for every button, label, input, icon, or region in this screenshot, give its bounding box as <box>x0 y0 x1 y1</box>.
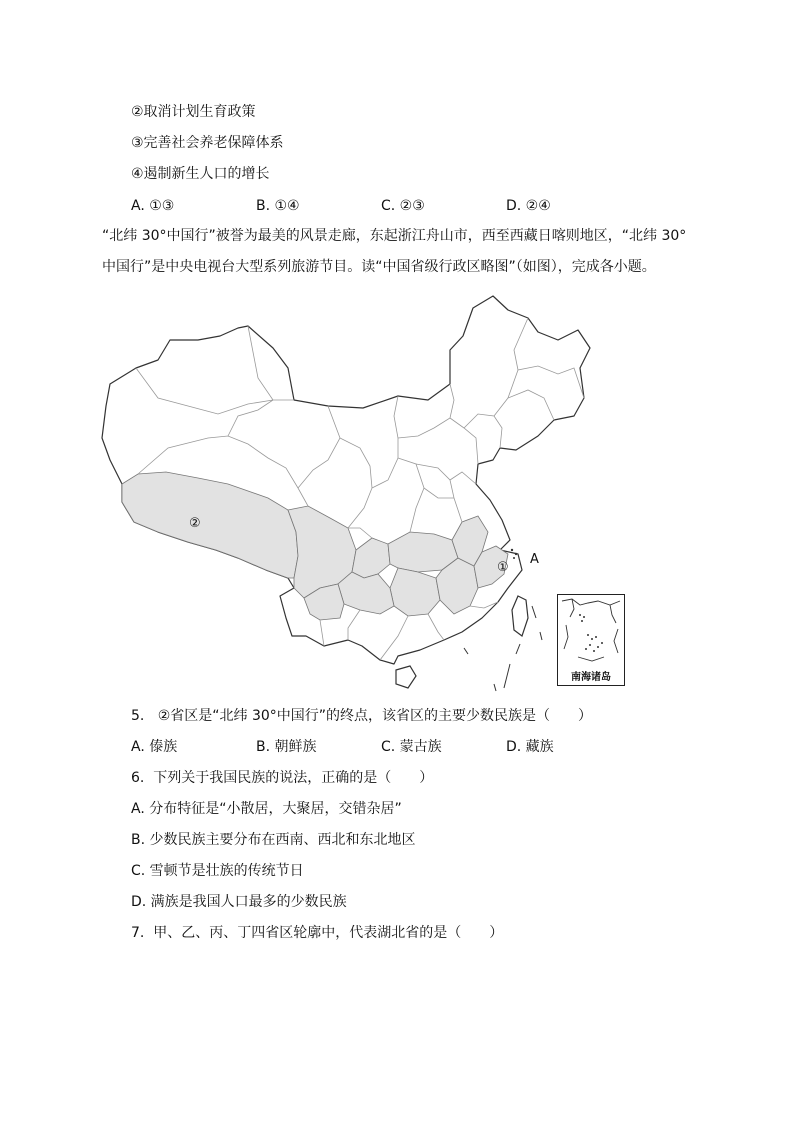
q4-item-3: ③完善社会养老保障体系 <box>131 135 284 151</box>
q4-option-c: C. ②③ <box>381 198 425 214</box>
q5-option-a: A. 傣族 <box>131 739 178 755</box>
q5-option-c: C. 蒙古族 <box>381 739 442 755</box>
q4-option-b: B. ①④ <box>256 198 300 214</box>
q4-item-4: ④遏制新生人口的增长 <box>131 166 270 182</box>
q6-option-a: A. 分布特征是“小散居，大聚居，交错杂居” <box>131 801 402 817</box>
intro-line-2: 中国行”是中央电视台大型系列旅游节目。读“中国省级行政区略图”（如图），完成各小题。 <box>102 259 656 275</box>
intro-line-1: “北纬 30°中国行”被誉为最美的风景走廊，东起浙江舟山市，西至西藏日喀则地区，“北纬 30° <box>102 228 687 244</box>
hainan-island <box>396 666 416 688</box>
q5-text: ②省区是“北纬 30°中国行”的终点，该省区的主要少数民族是（ ） <box>157 708 593 724</box>
map-marker-tibet: ② <box>189 516 201 531</box>
q6-text: 下列关于我国民族的说法，正确的是（ ） <box>153 770 434 786</box>
q4-option-a: A. ①③ <box>131 198 175 214</box>
q5-number: 5. <box>131 708 145 724</box>
q6-number: 6. <box>131 770 145 786</box>
q5-option-b: B. 朝鲜族 <box>256 739 317 755</box>
inset-label: 南海诸岛 <box>571 672 611 683</box>
q7-text: 甲、乙、丙、丁四省区轮廓中，代表湖北省的是（ ） <box>153 925 504 941</box>
map-marker-a: A <box>530 552 539 567</box>
q6-stem <box>131 768 433 788</box>
q4-option-d: D. ②④ <box>506 198 551 214</box>
south-china-sea-inset <box>557 594 625 686</box>
q7-number: 7. <box>131 925 145 941</box>
map-marker-zhejiang: ① <box>497 560 509 575</box>
q6-option-c: C. 雪顿节是壮族的传统节日 <box>131 863 304 879</box>
q5-option-d: D. 藏族 <box>506 739 554 755</box>
taiwan-island <box>512 596 528 636</box>
q5-stem <box>131 706 592 726</box>
q7-stem <box>131 923 503 943</box>
inset-map <box>558 595 624 669</box>
q6-option-d: D. 满族是我国人口最多的少数民族 <box>131 894 347 910</box>
q6-option-b: B. 少数民族主要分布在西南、西北和东北地区 <box>131 832 416 848</box>
q4-item-2: ②取消计划生育政策 <box>131 104 256 120</box>
